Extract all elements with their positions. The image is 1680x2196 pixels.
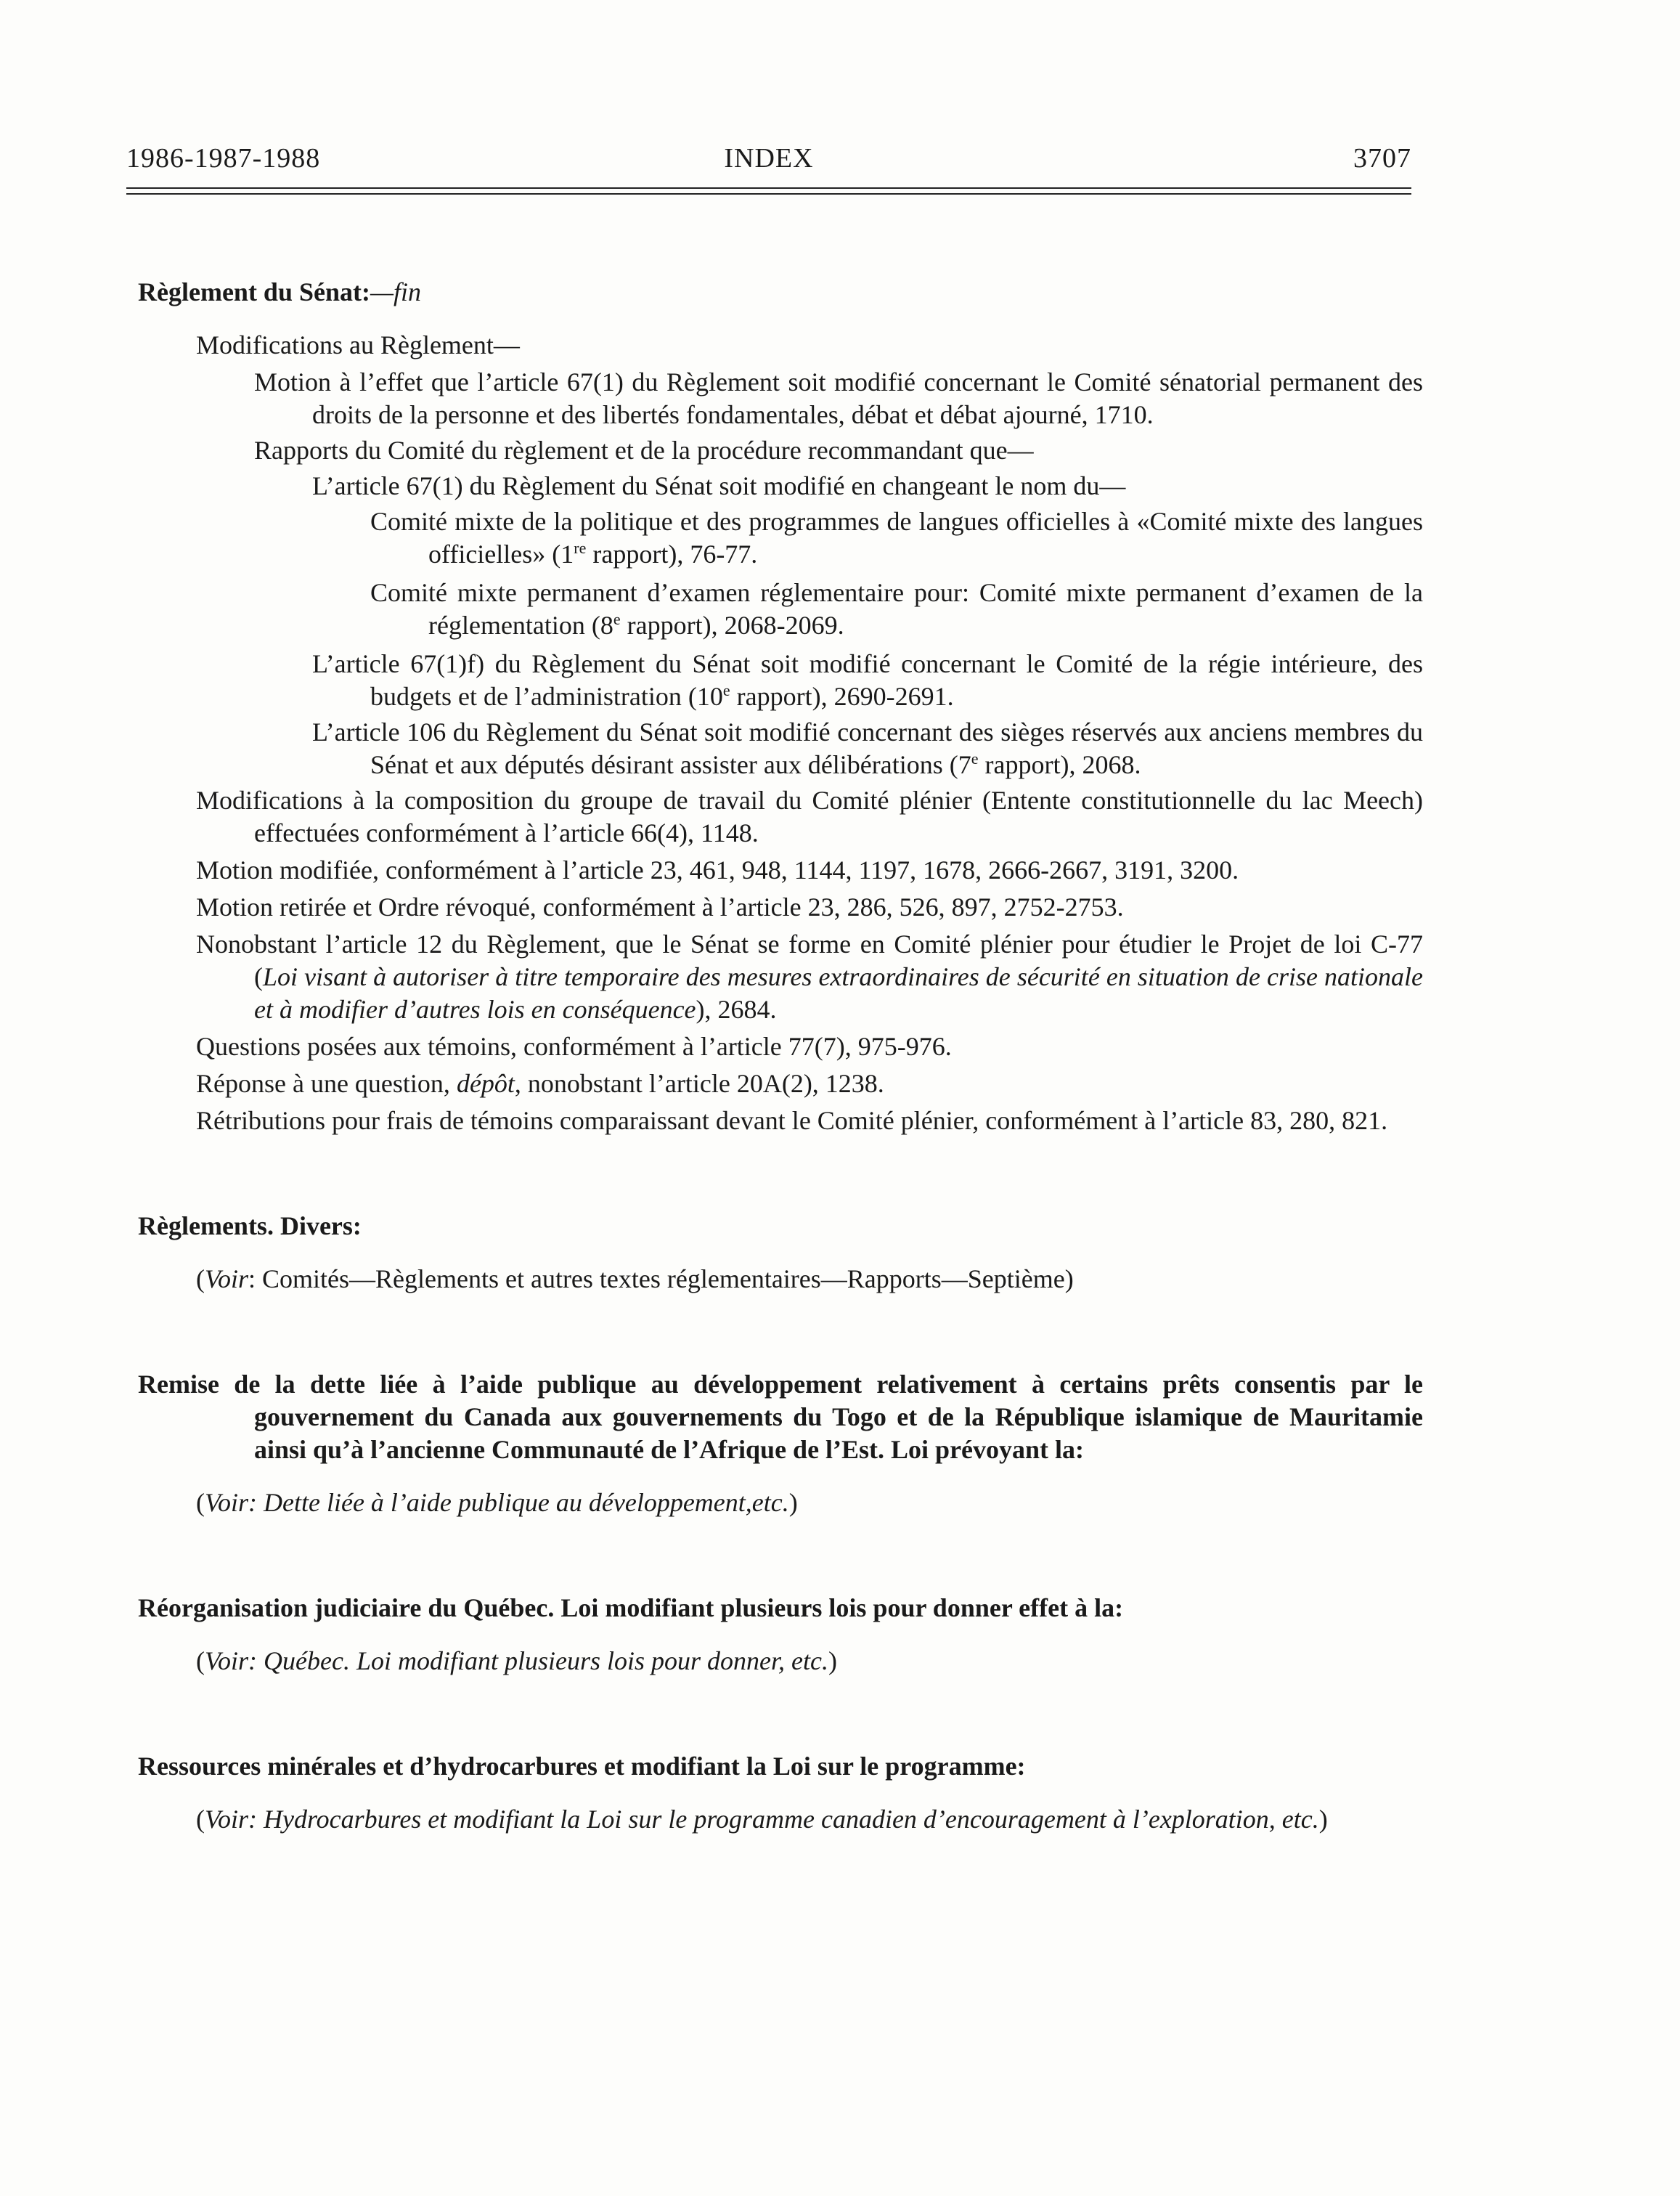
section-remise-dette: [138, 1368, 1423, 1519]
header-rule-bottom: [126, 193, 1411, 195]
index-entry: L’article 67(1) du Règlement du Sénat soit modifié en changeant le nom du—: [312, 471, 1126, 500]
index-entry: Comité mixte de la politique et des programmes de langues officielles à «Comité mixte des langues officielles» (1re rapport), 76-77.: [370, 507, 1423, 569]
index-entry: L’article 67(1)f) du Règlement du Sénat soit modifié concernant le Comité de la régie intérieure, des budgets et de l’administration (10e rapport), 2690-2691.: [312, 649, 1423, 711]
section-ressources: [138, 1750, 1423, 1836]
section-title: Ressources minérales et d’hydrocarbures et modifiant la Loi sur le programme:: [138, 1752, 1026, 1781]
index-entry: Nonobstant l’article 12 du Règlement, que le Sénat se forme en Comité plénier pour étudier le Projet de loi C-77 (Loi visant à autoriser à titre temporaire des mesures extraordinaires de sécurité en situation de crise nationale et à modifier d’autres lois en conséquence), 2684.: [196, 930, 1423, 1024]
see-reference: (Voir: Dette liée à l’aide publique au développement,etc.): [196, 1488, 798, 1517]
index-entry: Motion modifiée, conformément à l’article 23, 461, 948, 1144, 1197, 1678, 2666-2667, 3191, 3200.: [196, 855, 1239, 884]
index-entry: Comité mixte permanent d’examen réglementaire pour: Comité mixte permanent d’examen de la réglementation (8e rapport), 2068-2069.: [370, 578, 1423, 640]
section-reorganisation: [138, 1592, 1423, 1678]
section-title: Règlements. Divers:: [138, 1211, 362, 1240]
section-title: Remise de la dette liée à l’aide publique au développement relativement à certains prêts consentis par le gouvernement du Canada aux gouvernements du Togo et de la République islamique de Mauritamie ainsi qu’à l’ancienne Communauté de l’Afrique de l’Est. Loi prévoyant la:: [138, 1370, 1423, 1464]
see-reference: (Voir: Québec. Loi modifiant plusieurs lois pour donner, etc.): [196, 1646, 837, 1675]
section-reglements-divers: [138, 1210, 1423, 1296]
index-entry: Motion retirée et Ordre révoqué, conformément à l’article 23, 286, 526, 897, 2752-2753.: [196, 892, 1124, 922]
index-entry: Réponse à une question, dépôt, nonobstant l’article 20A(2), 1238.: [196, 1069, 884, 1098]
header-title: INDEX: [724, 143, 814, 174]
section-title: Règlement du Sénat:—fin: [138, 277, 421, 306]
index-entry: Rétributions pour frais de témoins comparaissant devant le Comité plénier, conformément à l’article 83, 280, 821.: [196, 1106, 1388, 1135]
header-rule-top: [126, 187, 1411, 189]
page-number: 3707: [1353, 143, 1411, 174]
see-reference: (Voir: Comités—Règlements et autres textes réglementaires—Rapports—Septième): [196, 1264, 1074, 1293]
index-entry: Modifications au Règlement—: [196, 330, 520, 359]
section-reglement-senat: [138, 276, 1423, 1137]
index-entry: L’article 106 du Règlement du Sénat soit modifié concernant des sièges réservés aux anciens membres du Sénat et aux députés désirant assister aux délibérations (7e rapport), 2068.: [312, 717, 1423, 779]
index-entry: Questions posées aux témoins, conformément à l’article 77(7), 975-976.: [196, 1032, 952, 1061]
index-entry: Rapports du Comité du règlement et de la procédure recommandant que—: [254, 436, 1034, 465]
page-header: [126, 142, 1411, 186]
see-reference: (Voir: Hydrocarbures et modifiant la Loi sur le programme canadien d’encouragement à l’exploration, etc.): [196, 1805, 1328, 1834]
index-entry: Modifications à la composition du groupe de travail du Comité plénier (Entente constitutionnelle du lac Meech) effectuées conformément à l’article 66(4), 1148.: [196, 786, 1423, 847]
section-title: Réorganisation judiciaire du Québec. Loi modifiant plusieurs lois pour donner effet à la:: [138, 1593, 1124, 1622]
index-content: [138, 276, 1423, 1908]
index-entry: Motion à l’effet que l’article 67(1) du Règlement soit modifié concernant le Comité sénatorial permanent des droits de la personne et des libertés fondamentales, débat et débat ajourné, 1710.: [254, 367, 1423, 429]
header-years: 1986-1987-1988: [126, 143, 321, 174]
